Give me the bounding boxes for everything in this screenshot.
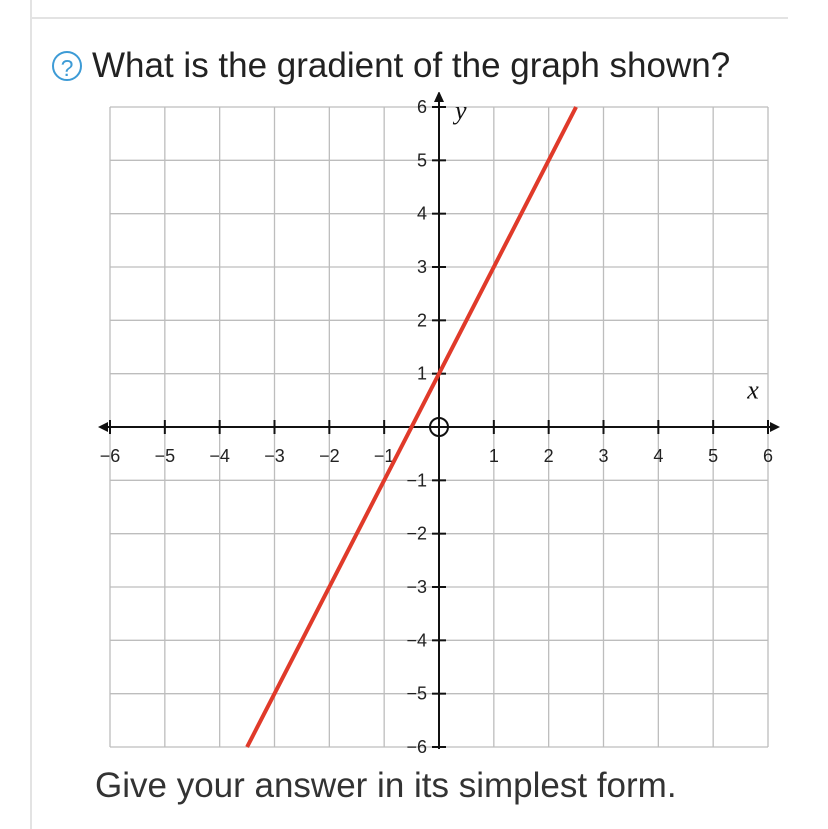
y-tick-label: −3 (406, 577, 427, 597)
question-header (52, 42, 730, 90)
question-circle-icon[interactable]: ? (52, 51, 82, 81)
y-tick-label: 2 (416, 310, 427, 331)
y-axis-label: y (455, 96, 467, 125)
y-tick-label: 3 (416, 257, 427, 277)
x-tick-label: 5 (708, 446, 719, 466)
x-tick-label: −5 (154, 446, 176, 466)
coordinate-graph (88, 92, 788, 762)
x-axis-arrow-left (98, 422, 108, 432)
x-tick-label: 3 (598, 446, 609, 466)
x-tick-label: −1 (373, 446, 395, 466)
y-tick-label: −5 (406, 683, 427, 704)
x-tick-label: 1 (488, 446, 499, 466)
x-tick-label: 4 (653, 446, 664, 466)
frame-left-border (30, 0, 32, 829)
y-axis-arrow (434, 92, 444, 102)
y-tick-label: 1 (416, 363, 427, 384)
x-tick-label: −2 (319, 446, 340, 466)
x-tick-label: −3 (264, 446, 285, 466)
y-tick-label: −2 (406, 523, 427, 544)
question-text: What is the gradient of the graph shown? (92, 46, 731, 85)
x-tick-label: −6 (99, 446, 121, 466)
y-tick-label: 4 (416, 203, 427, 224)
y-tick-label: −4 (406, 630, 427, 651)
y-tick-label: 6 (416, 97, 427, 117)
x-axis-arrow (770, 422, 780, 432)
x-tick-label: −4 (209, 446, 230, 466)
x-tick-label: 6 (762, 446, 774, 466)
y-tick-label: −6 (406, 737, 427, 757)
instruction-text: Give your answer in its simplest form. (95, 766, 677, 805)
y-tick-label: 5 (416, 150, 427, 171)
x-axis-label: x (747, 375, 759, 405)
frame-top-divider (32, 17, 788, 19)
x-tick-label: 2 (543, 446, 554, 466)
y-tick-label: −1 (406, 470, 427, 491)
